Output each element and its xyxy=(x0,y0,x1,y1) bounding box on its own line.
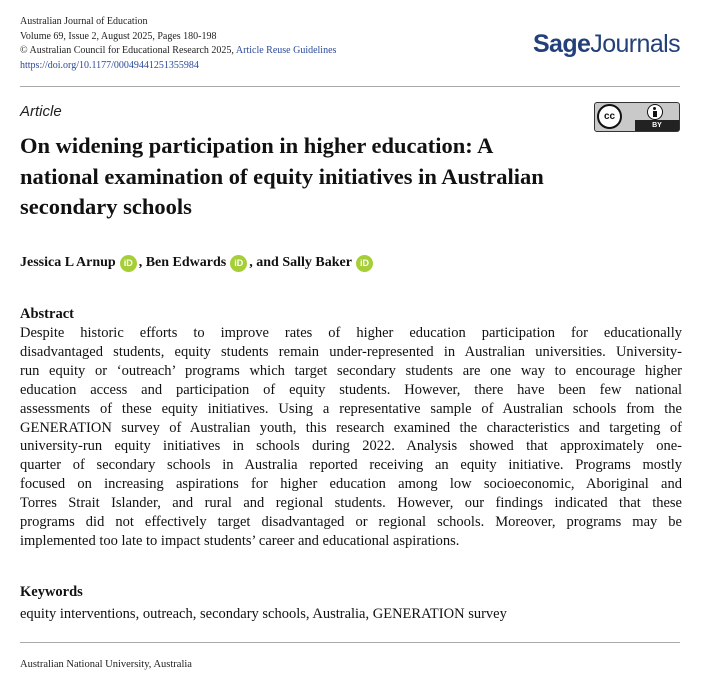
abstract-line: quarter of secondary schools in Australia reported receiving an equity initiative. Programs mostly xyxy=(20,457,682,474)
abstract-line: university-run equity initiatives in schools during 2022. Analysis showed that approximately one- xyxy=(20,438,682,455)
keywords-list: equity interventions, outreach, secondary schools, Australia, GENERATION survey xyxy=(20,606,507,622)
abstract-line: disadvantaged students, equity students remain under-represented in Australian universities. University- xyxy=(20,343,682,360)
cc-icon: cc xyxy=(597,104,622,129)
abstract-line: education access and participation of equity students. However, there have been few national xyxy=(20,381,682,398)
sage-journals-logo[interactable] xyxy=(533,30,680,59)
journal-meta xyxy=(20,15,336,73)
author-separator: , xyxy=(138,255,146,270)
title-line-2: national examination of equity initiatives in Australian xyxy=(20,163,544,189)
article-type: Article xyxy=(20,103,62,120)
keywords-heading: Keywords xyxy=(20,584,83,600)
abstract-line: assessments of these equity initiatives. Using a representative sample of Australian schools from the xyxy=(20,400,682,417)
abstract-line: focused on increasing aspirations for higher education among low socioeconomic, Aboriginal and xyxy=(20,476,682,493)
reuse-guidelines-link[interactable]: Article Reuse Guidelines xyxy=(235,45,337,56)
copyright-line xyxy=(20,44,336,59)
abstract-heading: Abstract xyxy=(20,306,74,322)
logo-journals-text: Journals xyxy=(590,30,680,58)
volume-issue-pages: Volume 69, Issue 2, August 2025, Pages 180-198 xyxy=(20,30,217,42)
title-line-1: On widening participation in higher education: A xyxy=(20,133,494,158)
journal-name: Australian Journal of Education xyxy=(20,16,148,27)
abstract-line: GENERATION survey of Australian youth, this research examined the characteristics and targeting of xyxy=(20,419,682,436)
abstract-line: Torres Strait Islander, and rural and regional students. However, our findings indicated that these xyxy=(20,495,682,512)
top-divider xyxy=(20,86,680,87)
cc-by-license-badge[interactable] xyxy=(594,102,680,132)
author-name[interactable]: Jessica L Arnup xyxy=(20,255,116,270)
orcid-icon[interactable]: iD xyxy=(120,255,137,272)
attribution-person-icon xyxy=(647,104,663,120)
author-name[interactable]: Ben Edwards xyxy=(145,255,227,270)
author-separator: , and xyxy=(249,255,283,270)
orcid-icon[interactable]: iD xyxy=(230,255,247,272)
copyright-text: © Australian Council for Educational Research 2025, xyxy=(20,45,234,56)
abstract-line: run equity or ‘outreach’ programs which target secondary students are one way to encourage higher xyxy=(20,362,682,379)
abstract-body xyxy=(20,324,682,551)
abstract-line: Despite historic efforts to improve rates of higher education participation for educationally xyxy=(20,325,682,341)
by-label: BY xyxy=(652,122,662,129)
bottom-divider xyxy=(20,642,680,643)
logo-sage-text: Sage xyxy=(532,30,591,58)
abstract-line: programs did not effectively target disadvantaged or regional schools. Moreover, programs may be xyxy=(20,514,682,531)
orcid-icon[interactable]: iD xyxy=(356,255,373,272)
doi-link[interactable]: https://doi.org/10.1177/00049441251355984 xyxy=(20,59,199,71)
author-list xyxy=(20,254,375,272)
abstract-line: implemented too late to impact students’ career and educational aspirations. xyxy=(20,532,460,549)
article-title xyxy=(20,131,660,223)
title-line-3: secondary schools xyxy=(20,194,192,219)
author-affiliation: Australian National University, Australia xyxy=(20,659,192,670)
author-name[interactable]: Sally Baker xyxy=(282,255,352,270)
